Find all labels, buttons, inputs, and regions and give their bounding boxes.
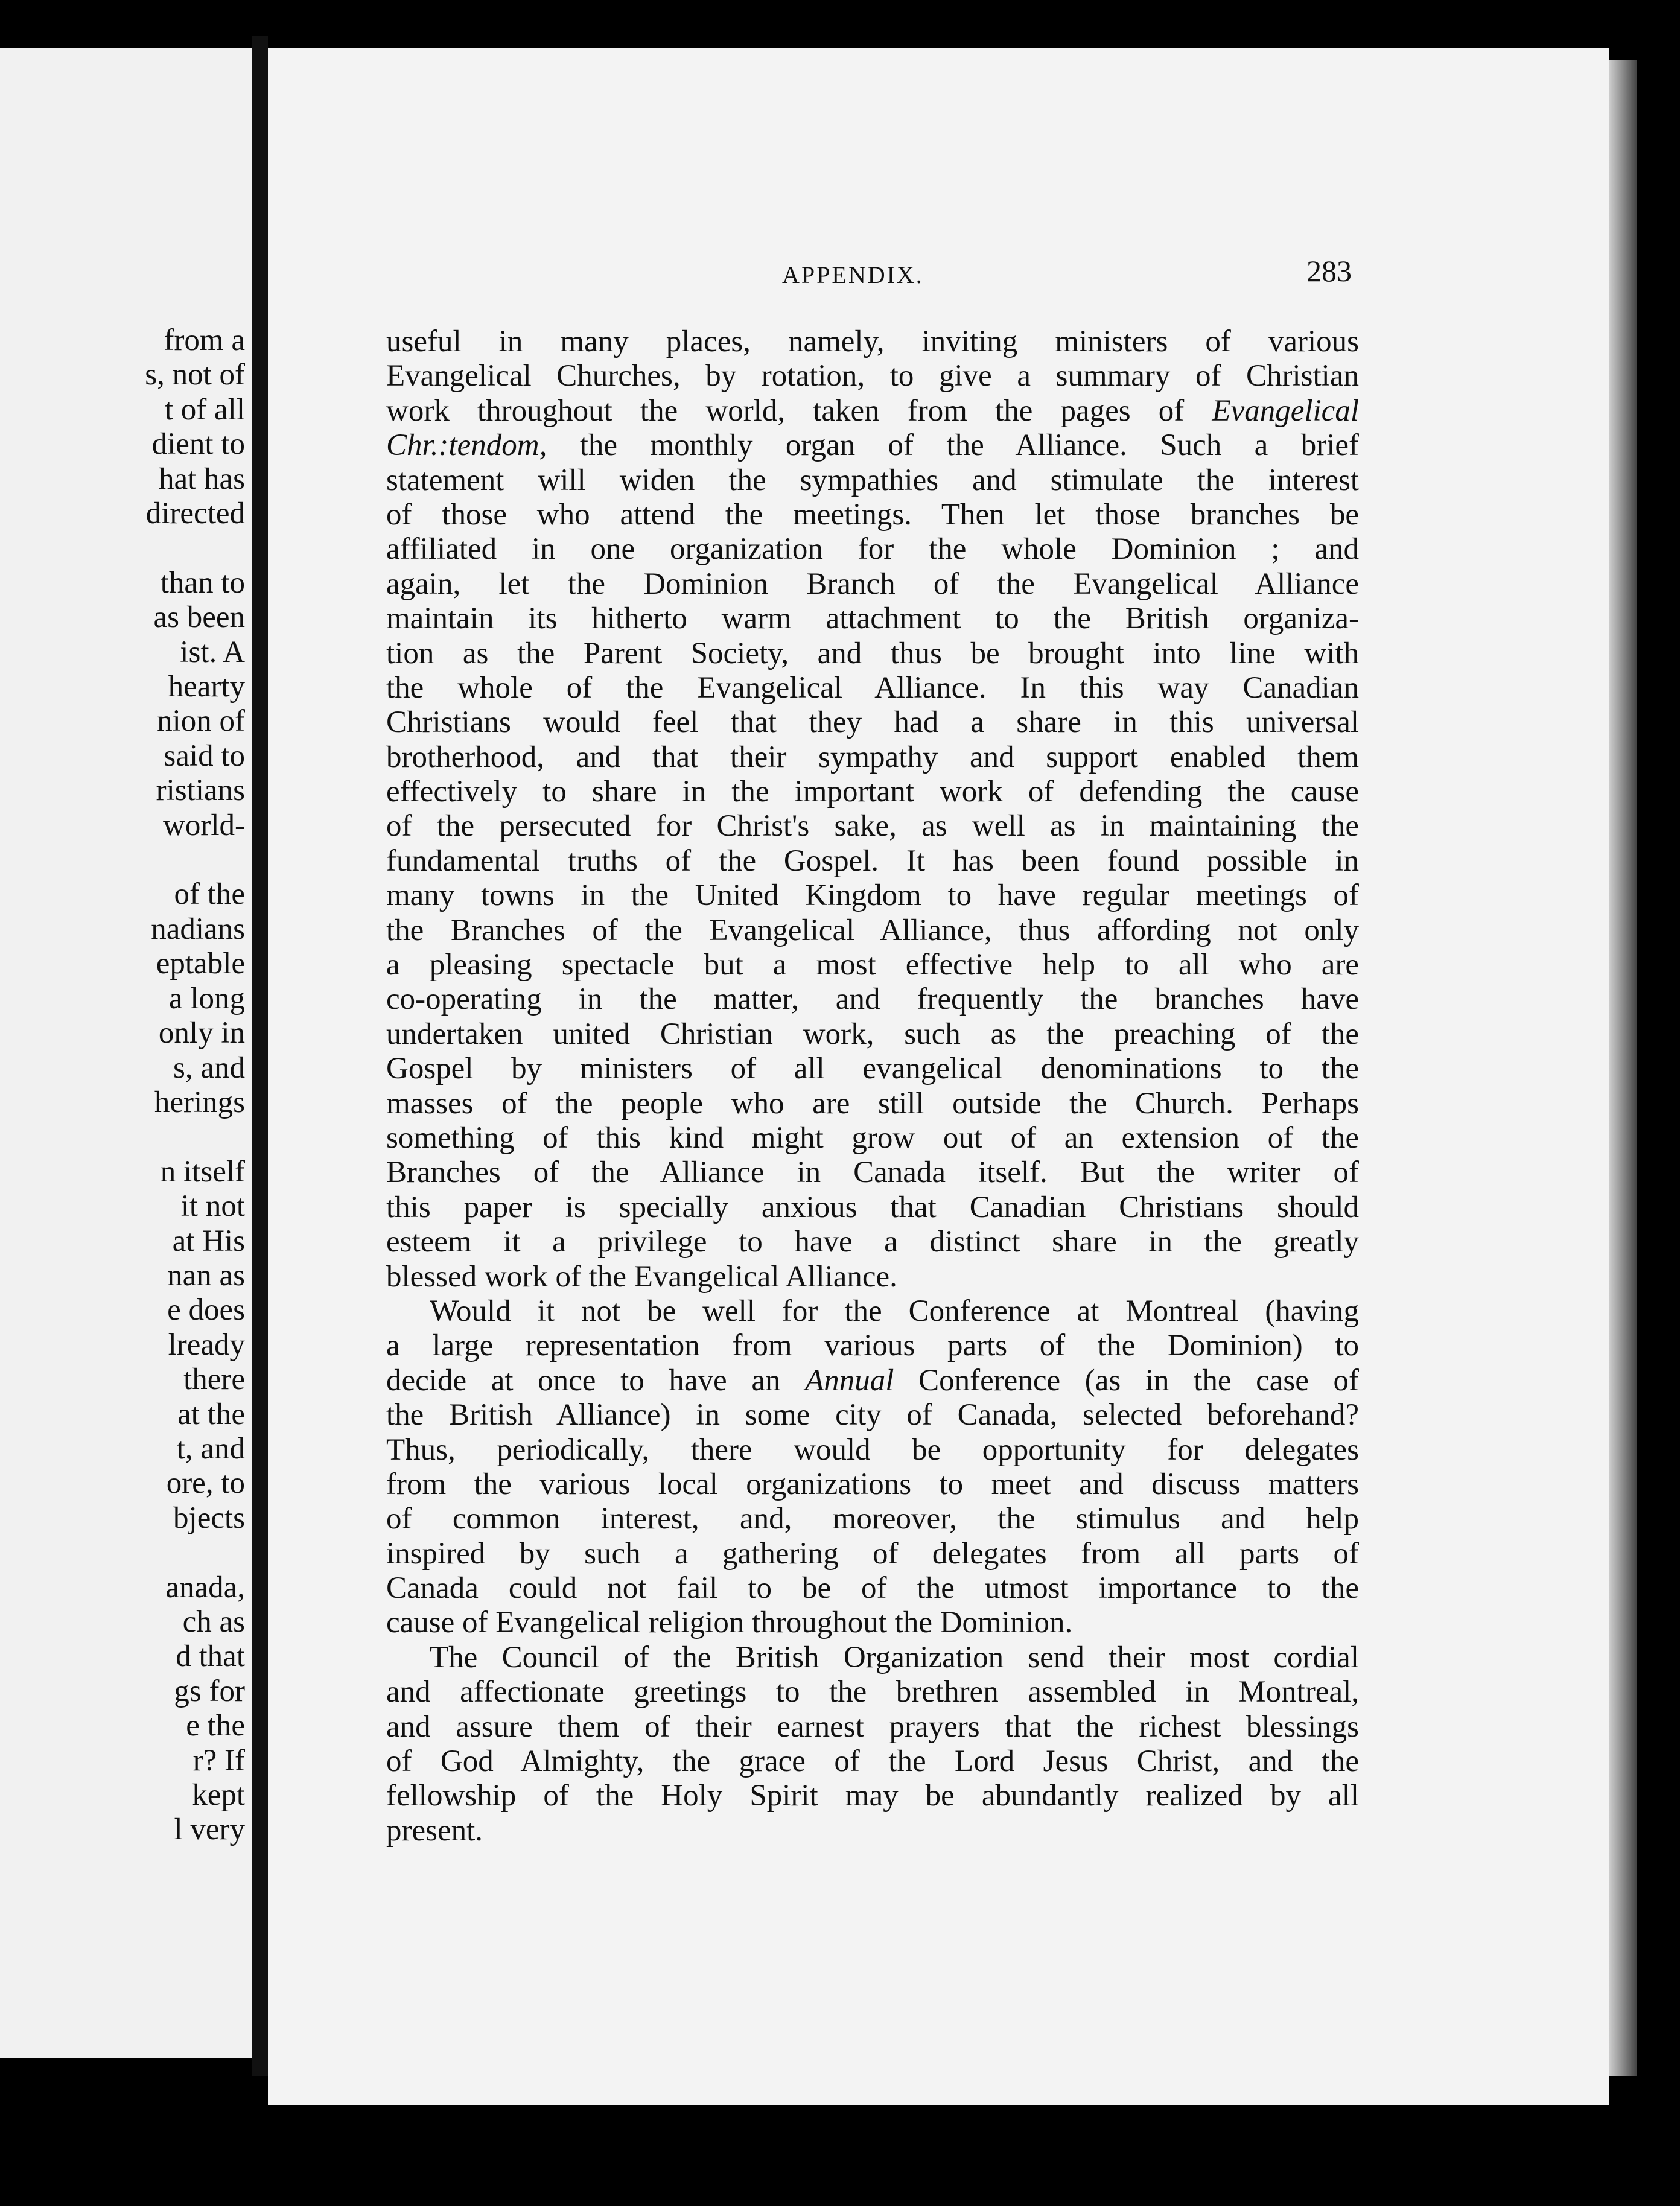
- previous-page-line: hat has: [158, 462, 245, 496]
- previous-page-line: [0, 1536, 245, 1570]
- italic-text: Chr.:tendom,: [386, 428, 547, 463]
- text-line: [386, 775, 1359, 809]
- previous-page-fragment: [0, 48, 252, 2058]
- text-run: Christians would feel that they had a share in this universal: [386, 705, 1359, 740]
- previous-page-line: a long: [168, 981, 245, 1016]
- book-gutter: [252, 36, 268, 2076]
- text-run: masses of the people who are still outside the Church. Perhaps: [386, 1086, 1359, 1120]
- previous-page-line: r? If: [192, 1743, 245, 1778]
- text-line: [386, 1052, 1359, 1086]
- text-line: [386, 1606, 1359, 1640]
- text-line: [386, 948, 1359, 982]
- previous-page-line: t of all: [164, 392, 245, 427]
- text-line: [386, 1017, 1359, 1052]
- text-run: and affectionate greetings to the brethren assembled in Montreal,: [386, 1675, 1359, 1709]
- previous-page-line: nan as: [167, 1258, 245, 1292]
- text-line: [386, 1744, 1359, 1779]
- previous-page-line: [0, 531, 245, 565]
- previous-page-line: as been: [153, 600, 245, 635]
- text-run: statement will widen the sympathies and stimulate the interest: [386, 463, 1359, 497]
- text-run: a pleasing spectacle but a most effective help to all who are: [386, 948, 1359, 982]
- text-run: brotherhood, and that their sympathy and support enabled them: [386, 740, 1359, 774]
- previous-page-line: nion of: [157, 704, 245, 739]
- text-run: of God Almighty, the grace of the Lord Jesus Christ, and the: [386, 1744, 1359, 1779]
- text-line: [386, 498, 1359, 532]
- text-run: the Branches of the Evangelical Alliance, thus affording not only: [386, 913, 1359, 947]
- text-line: [386, 1675, 1359, 1709]
- previous-page-text: [0, 323, 245, 1848]
- text-line: [386, 740, 1359, 775]
- text-run: Would it not be well for the Conference at Montreal (having: [430, 1294, 1359, 1328]
- text-run: maintain its hitherto warm attachment to the British organiza-: [386, 602, 1359, 636]
- previous-page-line: ch as: [182, 1604, 245, 1639]
- text-run: and assure them of their earnest prayers that the richest blessings: [386, 1709, 1359, 1744]
- previous-page-line: herings: [154, 1085, 245, 1119]
- text-run: of the persecuted for Christ's sake, as well as in maintaining the: [386, 809, 1359, 844]
- italic-text: Annual: [805, 1363, 894, 1397]
- text-line: [386, 1329, 1359, 1363]
- text-run: useful in many places, namely, inviting ministers of various: [386, 325, 1359, 358]
- text-run: Conference (as in the case of: [894, 1363, 1359, 1397]
- text-line: [386, 532, 1359, 567]
- text-line: [386, 1190, 1359, 1225]
- text-run: Branches of the Alliance in Canada itself. But the writer of: [386, 1155, 1359, 1190]
- text-run: Gospel by ministers of all evangelical denominations to the: [386, 1052, 1359, 1086]
- text-line: [386, 637, 1359, 671]
- text-line: [386, 1710, 1359, 1744]
- text-line: [386, 325, 1359, 359]
- text-run: work throughout the world, taken from the pages of: [386, 393, 1212, 428]
- text-run: esteem it a privilege to have a distinct share in the greatly: [386, 1225, 1359, 1259]
- text-run: fundamental truths of the Gospel. It has been found possible in: [386, 844, 1359, 878]
- previous-page-line: there: [183, 1362, 245, 1397]
- text-run: cause of Evangelical religion throughout the Dominion.: [386, 1606, 1073, 1640]
- previous-page-line: s, and: [173, 1051, 245, 1085]
- previous-page-line: bjects: [173, 1501, 245, 1535]
- text-line: [386, 914, 1359, 948]
- previous-page-line: gs for: [174, 1674, 245, 1708]
- previous-page-line: ore, to: [166, 1466, 245, 1501]
- text-line: [386, 463, 1359, 498]
- previous-page-line: eptable: [156, 947, 245, 981]
- text-line: [386, 1814, 1359, 1848]
- previous-page-line: world-: [163, 808, 245, 842]
- text-run: the monthly organ of the Alliance. Such a brief: [547, 428, 1359, 463]
- previous-page-line: e does: [167, 1293, 245, 1327]
- previous-page-line: lready: [168, 1327, 245, 1362]
- text-line: [386, 1502, 1359, 1536]
- text-line: [386, 428, 1359, 463]
- text-run: Thus, periodically, there would be opportunity for delegates: [386, 1432, 1359, 1467]
- previous-page-line: t, and: [176, 1431, 245, 1466]
- previous-page-line: kept: [192, 1778, 245, 1812]
- text-line: [386, 1467, 1359, 1502]
- text-run: this paper is specially anxious that Canadian Christians should: [386, 1190, 1359, 1224]
- previous-page-line: e the: [186, 1709, 245, 1743]
- text-run: of common interest, and, moreover, the stimulus and help: [386, 1502, 1359, 1536]
- text-run: from the various local organizations to meet and discuss matters: [386, 1467, 1359, 1501]
- text-run: affiliated in one organization for the whole Dominion ; and: [386, 532, 1359, 567]
- text-run: inspired by such a gathering of delegates from all parts of: [386, 1536, 1359, 1571]
- previous-page-line: it not: [180, 1189, 245, 1224]
- text-line: [386, 1121, 1359, 1155]
- previous-page-line: of the: [174, 877, 245, 912]
- previous-page-line: directed: [145, 497, 245, 531]
- text-line: [386, 394, 1359, 428]
- text-run: of those who attend the meetings. Then let those branches be: [386, 497, 1359, 532]
- text-line: [386, 1294, 1359, 1329]
- text-line: [386, 1537, 1359, 1571]
- text-line: [386, 844, 1359, 879]
- previous-page-line: ist. A: [180, 635, 245, 669]
- text-line: [386, 1087, 1359, 1121]
- previous-page-line: said to: [164, 739, 245, 773]
- text-run: the whole of the Evangelical Alliance. In this way Canadian: [386, 670, 1359, 705]
- text-run: undertaken united Christian work, such as the preaching of the: [386, 1017, 1359, 1051]
- previous-page-line: [0, 1120, 245, 1154]
- text-run: fellowship of the Holy Spirit may be abundantly realized by all: [386, 1779, 1359, 1813]
- text-run: effectively to share in the important work of defending the cause: [386, 775, 1359, 809]
- text-run: Evangelical Churches, by rotation, to give a summary of Christian: [386, 359, 1359, 393]
- previous-page-line: anada,: [165, 1570, 245, 1604]
- previous-page-line: ristians: [156, 774, 245, 808]
- text-run: present.: [386, 1813, 483, 1848]
- page-number: 283: [1306, 254, 1352, 288]
- text-line: [386, 1779, 1359, 1813]
- paragraph: [386, 325, 1359, 1294]
- previous-page-line: dient to: [151, 427, 245, 462]
- text-line: [386, 1155, 1359, 1190]
- text-run: co-operating in the matter, and frequently the branches have: [386, 982, 1359, 1017]
- text-line: [386, 1641, 1359, 1675]
- page-edge: [1609, 60, 1637, 2076]
- text-line: [386, 1364, 1359, 1398]
- text-line: [386, 671, 1359, 705]
- text-line: [386, 879, 1359, 913]
- previous-page-line: s, not of: [145, 358, 245, 392]
- previous-page-line: only in: [158, 1016, 245, 1051]
- previous-page-line: n itself: [160, 1154, 245, 1189]
- text-run: many towns in the United Kingdom to have regular meetings of: [386, 879, 1359, 913]
- text-line: [386, 705, 1359, 740]
- italic-text: Evangelical: [1212, 393, 1359, 428]
- text-line: [386, 809, 1359, 844]
- text-run: Canada could not fail to be of the utmost importance to the: [386, 1571, 1359, 1606]
- previous-page-line: nadians: [151, 912, 245, 946]
- paragraph: [386, 1641, 1359, 1848]
- text-line: [386, 1433, 1359, 1467]
- text-line: [386, 359, 1359, 393]
- running-title: APPENDIX.: [782, 261, 924, 288]
- previous-page-line: at the: [177, 1397, 245, 1431]
- previous-page-line: than to: [160, 565, 245, 600]
- page-body: [386, 325, 1359, 1848]
- text-line: [386, 1260, 1359, 1294]
- previous-page-line: d that: [176, 1639, 245, 1674]
- previous-page-line: l very: [174, 1813, 245, 1847]
- text-run: decide at once to have an: [386, 1363, 806, 1397]
- text-line: [386, 1571, 1359, 1606]
- text-run: a large representation from various parts of the Dominion) to: [386, 1329, 1359, 1363]
- previous-page-line: from a: [164, 323, 245, 357]
- text-line: [386, 567, 1359, 602]
- paragraph: [386, 1294, 1359, 1641]
- text-run: the British Alliance) in some city of Canada, selected beforehand?: [386, 1398, 1359, 1432]
- previous-page-line: [0, 843, 245, 877]
- text-run: again, let the Dominion Branch of the Evangelical Alliance: [386, 567, 1359, 601]
- text-line: [386, 982, 1359, 1017]
- text-run: The Council of the British Organization send their most cordial: [430, 1640, 1359, 1674]
- text-line: [386, 602, 1359, 636]
- previous-page-line: hearty: [168, 670, 245, 704]
- text-line: [386, 1398, 1359, 1432]
- text-line: [386, 1225, 1359, 1259]
- previous-page-line: at His: [172, 1224, 245, 1258]
- text-run: something of this kind might grow out of an extension of the: [386, 1120, 1359, 1155]
- text-run: blessed work of the Evangelical Alliance.: [386, 1259, 897, 1294]
- text-run: tion as the Parent Society, and thus be brought into line with: [386, 636, 1359, 670]
